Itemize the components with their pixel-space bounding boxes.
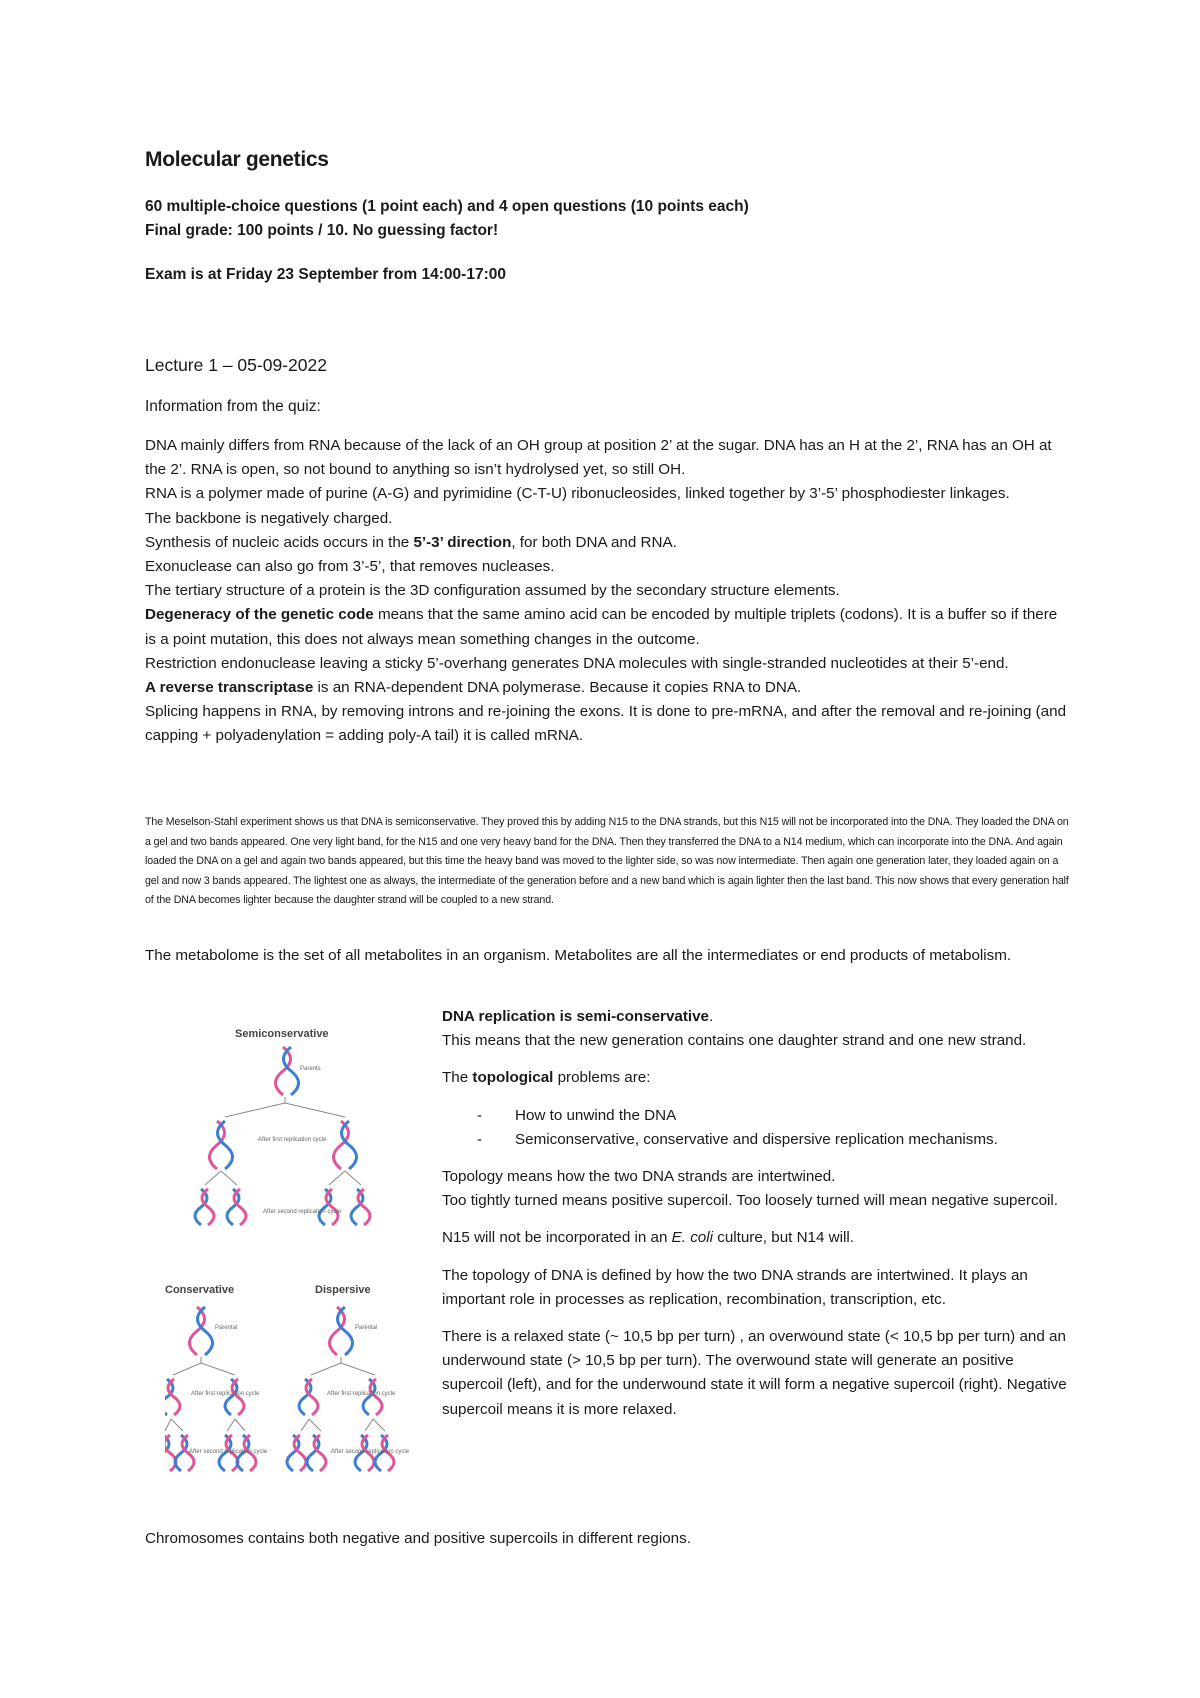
semi-after-first-label: After first replication cycle (258, 1137, 327, 1143)
disp-after-first-label: After first replication cycle (327, 1391, 396, 1397)
document-title: Molecular genetics (145, 148, 329, 171)
semi-gen2-helix-2 (227, 1189, 246, 1225)
semi-arrows-1 (225, 1097, 345, 1117)
note-supercoil: Too tightly turned means positive supercoil. Too loosely turned will mean negative supercoil. (442, 1192, 1058, 1210)
final-grade-line: Final grade: 100 points / 10. No guessing factor! (145, 222, 499, 239)
replication-figure-svg (165, 1025, 435, 1495)
note-degeneracy: Degeneracy of the genetic code means that the same amino acid can be encoded by multiple triplets (codons). It is a buffer so if there is a point mutation, this does not always mean something changes in the outcome. (145, 606, 1058, 648)
note-relaxed-overwound: There is a relaxed state (~ 10,5 bp per turn) , an overwound state (< 10,5 bp per turn) and an underwound state (> 10,5 bp per turn). The overwound state will generate an positive supercoil (left), and for the underwound state it will form a negative supercoil (right). Negative supercoil means it is more relaxed. (442, 1328, 1067, 1418)
note-new-generation: This means that the new generation contains one daughter strand and one new strand. (442, 1032, 1027, 1050)
exam-format-line: 60 multiple-choice questions (1 point each) and 4 open questions (10 points each) (145, 198, 749, 215)
cons-parental-label: Parental (215, 1325, 238, 1331)
note-tertiary-structure: The tertiary structure of a protein is the 3D configuration assumed by the secondary structure elements. (145, 582, 840, 600)
cons-arrows-1 (173, 1357, 235, 1375)
disp-arrows-2 (301, 1419, 385, 1431)
list-item: - Semiconservative, conservative and dispersive replication mechanisms. (477, 1130, 998, 1148)
exam-date-line: Exam is at Friday 23 September from 14:00-17:00 (145, 266, 506, 283)
cons-after-second-label: After second replication cycle (189, 1449, 268, 1455)
meselson-stahl-paragraph: The Meselson-Stahl experiment shows us that DNA is semiconservative. They proved this by adding N15 to the DNA strands, but this N15 will not be incorporated into the DNA. They loaded the DNA on a gel and two bands appeared. One very light band, for the N15 and one very heavy band for the DNA. Then they transferred the DNA to a N14 medium, which can incorporate into the DNA. And again loaded the DNA on a gel and again two bands appeared, but this time the heavy band was moved to the lighter side, so was now intermediate. Then again one generation later, they loaded again on a gel and now 3 bands appeared. The lightest one as always, the intermediate of the generation before and a new band which is again lighter then the last band. This now shows that every generation half of the DNA becomes lighter because the daughter strand will be coupled to a new strand. (145, 816, 1069, 906)
semi-arrows-2 (205, 1171, 361, 1185)
note-exonuclease: Exonuclease can also go from 3’-5’, that removes nucleases. (145, 558, 555, 576)
cons-gen1-helix-a (165, 1379, 180, 1415)
note-n15-ecoli: N15 will not be incorporated in an E. coli culture, but N14 will. (442, 1229, 854, 1247)
disp-parent-helix (330, 1307, 353, 1355)
replication-notes (442, 1005, 1072, 1422)
chromosomes-supercoils-line: Chromosomes contains both negative and positive supercoils in different regions. (145, 1530, 691, 1547)
disp-gen2-helix-2 (307, 1435, 326, 1471)
cons-arrows-2 (165, 1419, 245, 1431)
note-synthesis: Synthesis of nucleic acids occurs in the 5’-3’ direction, for both DNA and RNA. (145, 533, 677, 551)
note-reverse-transcriptase: A reverse transcriptase is an RNA-dependent DNA polymerase. Because it copies RNA to DNA. (145, 679, 802, 697)
semi-gen1-helix-a (210, 1121, 233, 1169)
replication-models-figure (165, 1025, 435, 1495)
list-item: - How to unwind the DNA (477, 1106, 677, 1124)
note-dna-rna-difference: DNA mainly differs from RNA because of the lack of an OH group at position 2’ at the sugar. DNA has an H at the 2’, RNA has an OH at the 2’. RNA is open, so not bound to anything so isn’t hydrolysed yet, so still OH. (145, 437, 1052, 479)
cons-after-first-label: After first replication cycle (191, 1391, 260, 1397)
cons-gen1-helix-b (225, 1379, 244, 1415)
semi-parents-label: Parents (300, 1066, 321, 1072)
semi-parent-helix (276, 1047, 299, 1095)
disp-title: Dispersive (315, 1284, 371, 1296)
note-rna-polymer: RNA is a polymer made of purine (A-G) and pyrimidine (C-T-U) ribonucleosides, linked together by 3’-5’ phosphodiester linkages. (145, 485, 1010, 503)
cons-parent-helix (190, 1307, 213, 1355)
note-semi-conservative: DNA replication is semi-conservative. (442, 1008, 714, 1025)
quiz-notes (145, 434, 1070, 749)
semi-gen1-helix-b (334, 1121, 357, 1169)
semi-gen2-helix-4 (351, 1189, 370, 1225)
semi-title: Semiconservative (235, 1028, 329, 1040)
note-splicing: Splicing happens in RNA, by removing introns and re-joining the exons. It is done to pre-mRNA, and after the removal and re-joining (and capping + polyadenylation = adding poly-A tail) it is called mRNA. (145, 703, 1067, 745)
quiz-intro: Information from the quiz: (145, 398, 321, 415)
semi-after-second-label: After second replication cycle (263, 1209, 342, 1215)
note-backbone: The backbone is negatively charged. (145, 509, 393, 527)
note-topology-definition: Topology means how the two DNA strands are intertwined. (442, 1168, 836, 1186)
note-restriction-endonuclease: Restriction endonuclease leaving a sticky 5’-overhang generates DNA molecules with single-stranded nucleotides at their 5’-end. (145, 654, 1009, 672)
disp-arrows-1 (311, 1357, 375, 1375)
lecture-heading: Lecture 1 – 05-09-2022 (145, 355, 327, 375)
note-topological-problems: The topological problems are: (442, 1069, 651, 1087)
note-topology-role: The topology of DNA is defined by how the two DNA strands are intertwined. It plays an important role in processes as replication, recombination, transcription, etc. (442, 1266, 1028, 1308)
disp-parental-label: Parental (355, 1325, 378, 1331)
topological-problems-list (442, 1104, 1072, 1152)
disp-after-second-label: After second replication cycle (331, 1449, 410, 1455)
metabolome-paragraph: The metabolome is the set of all metabolites in an organism. Metabolites are all the intermediates or end products of metabolism. (145, 947, 1012, 964)
disp-gen1-helix-b (363, 1379, 382, 1415)
cons-title: Conservative (165, 1284, 235, 1296)
disp-gen1-helix-a (299, 1379, 318, 1415)
semi-gen2-helix-1 (195, 1189, 214, 1225)
disp-gen2-helix-1 (287, 1435, 306, 1471)
semi-gen2-helix-3 (319, 1189, 338, 1225)
